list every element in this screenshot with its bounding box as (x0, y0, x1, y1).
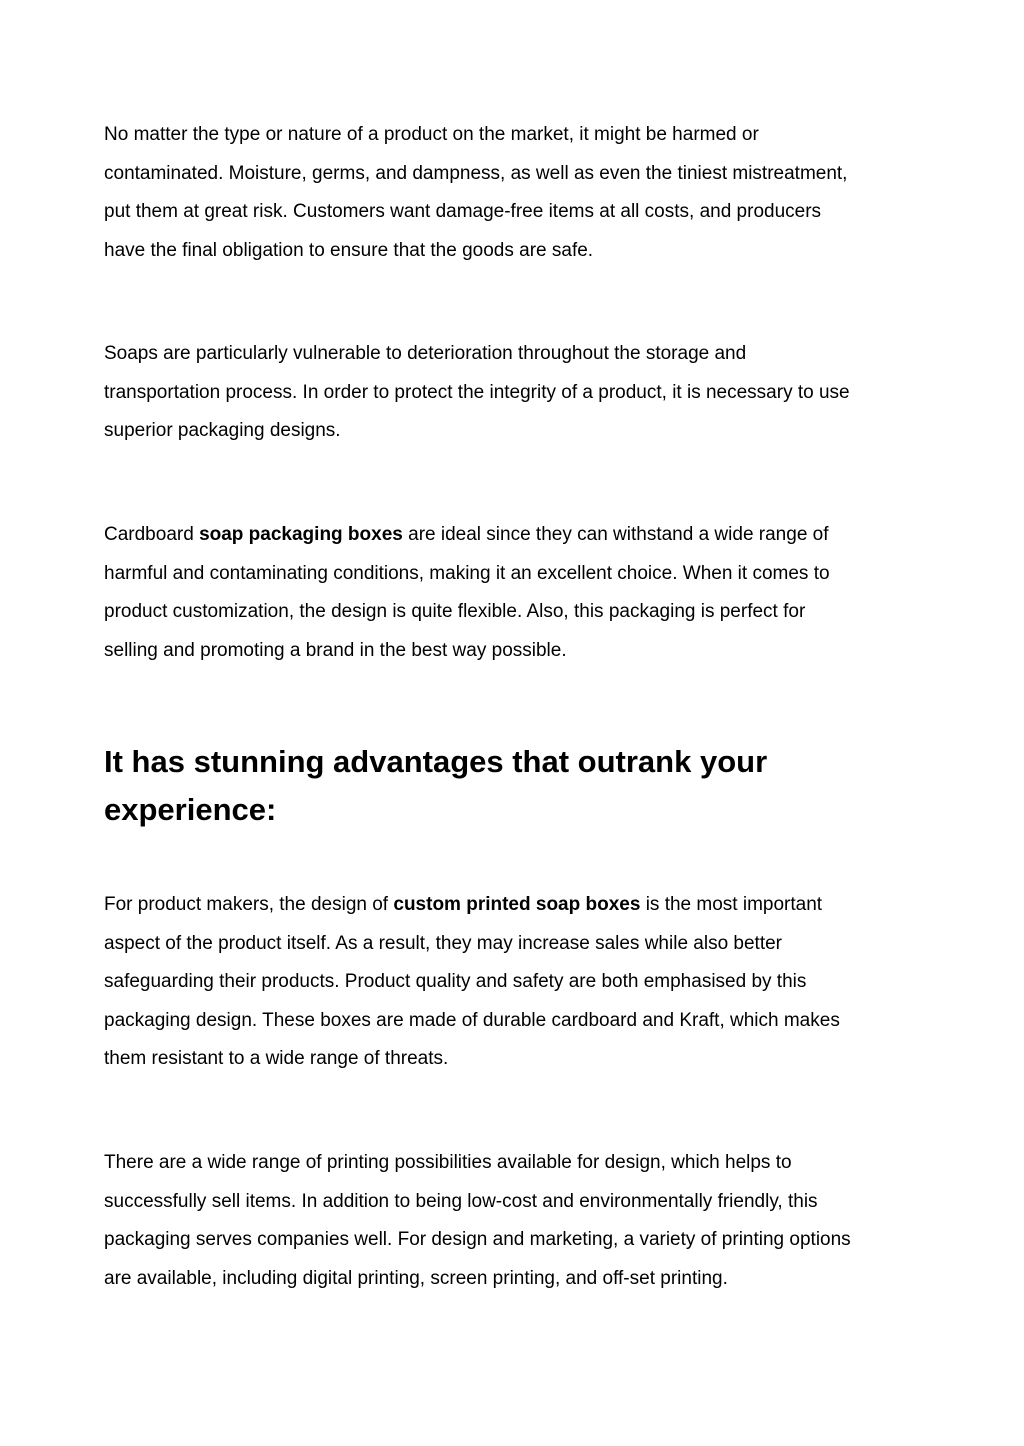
paragraph-line (104, 925, 924, 964)
text-run: have the final obligation to ensure that the goods are safe. (104, 239, 594, 261)
paragraph-line (104, 1260, 924, 1299)
text-run: are available, including digital printing, screen printing, and off-set printing. (104, 1267, 728, 1289)
paragraph-line (104, 555, 924, 594)
paragraph-text (104, 516, 924, 670)
paragraph-line (104, 1221, 924, 1260)
paragraph-line (104, 155, 924, 194)
paragraph-line (104, 232, 924, 271)
bold-keyword: custom printed soap boxes (393, 894, 641, 915)
text-run: contaminated. Moisture, germs, and dampness, as well as even the tiniest mistreatment, (104, 162, 848, 184)
section-heading (104, 738, 924, 834)
paragraph-line (104, 1144, 924, 1183)
text-run: selling and promoting a brand in the best way possible. (104, 639, 567, 661)
text-run: successfully sell items. In addition to being low-cost and environmentally friendly, this (104, 1190, 818, 1212)
text-run: superior packaging designs. (104, 420, 341, 441)
paragraph-product-risk (104, 116, 924, 270)
text-run: are ideal since they can withstand a wide range of (402, 524, 829, 545)
paragraph-line (104, 374, 924, 413)
text-run: safeguarding their products. Product quality and safety are both emphasised by this (104, 971, 807, 992)
paragraph-custom-printed-boxes (104, 886, 924, 1079)
paragraph-soap-vulnerability (104, 335, 924, 451)
paragraph-cardboard-boxes (104, 516, 924, 670)
text-run: For product makers, the design of (104, 894, 394, 915)
text-run: product customization, the design is quite flexible. Also, this packaging is perfect for (104, 601, 806, 622)
text-run: There are a wide range of printing possibilities available for design, which helps to (104, 1152, 792, 1173)
paragraph-text (104, 116, 924, 270)
paragraph-line (104, 1183, 924, 1222)
paragraph-line (104, 335, 924, 374)
text-run: No matter the type or nature of a product on the market, it might be harmed or (104, 124, 759, 145)
heading-text (104, 738, 924, 834)
text-run: put them at great risk. Customers want damage-free items at all costs, and producers (104, 201, 822, 222)
paragraph-line (104, 193, 924, 232)
heading-line: It has stunning advantages that outrank your (104, 744, 768, 779)
text-run: packaging serves companies well. For design and marketing, a variety of printing options (104, 1229, 851, 1250)
paragraph-text (104, 335, 924, 451)
paragraph-line (104, 116, 924, 155)
text-run: packaging design. These boxes are made of durable cardboard and Kraft, which makes (104, 1009, 840, 1031)
bold-keyword: soap packaging boxes (199, 524, 403, 545)
paragraph-line (104, 886, 924, 925)
text-run: is the most important (640, 894, 823, 915)
text-run: Soaps are particularly vulnerable to deterioration throughout the storage and (104, 343, 747, 364)
text-run: harmful and contaminating conditions, making it an excellent choice. When it comes to (104, 562, 830, 584)
paragraph-line (104, 632, 924, 671)
paragraph-line (104, 412, 924, 451)
text-run: Cardboard (104, 524, 200, 545)
paragraph-line (104, 516, 924, 555)
paragraph-text (104, 886, 924, 1079)
text-run: aspect of the product itself. As a result, they may increase sales while also better (104, 932, 783, 954)
paragraph-line (104, 1040, 924, 1079)
text-run: them resistant to a wide range of threats. (104, 1048, 449, 1069)
paragraph-line (104, 1002, 924, 1041)
paragraph-line (104, 593, 924, 632)
text-run: transportation process. In order to protect the integrity of a product, it is necessary to use (104, 381, 850, 403)
paragraph-printing-options (104, 1144, 924, 1298)
paragraph-line (104, 963, 924, 1002)
paragraph-text (104, 1144, 924, 1298)
heading-line: experience: (104, 792, 277, 827)
